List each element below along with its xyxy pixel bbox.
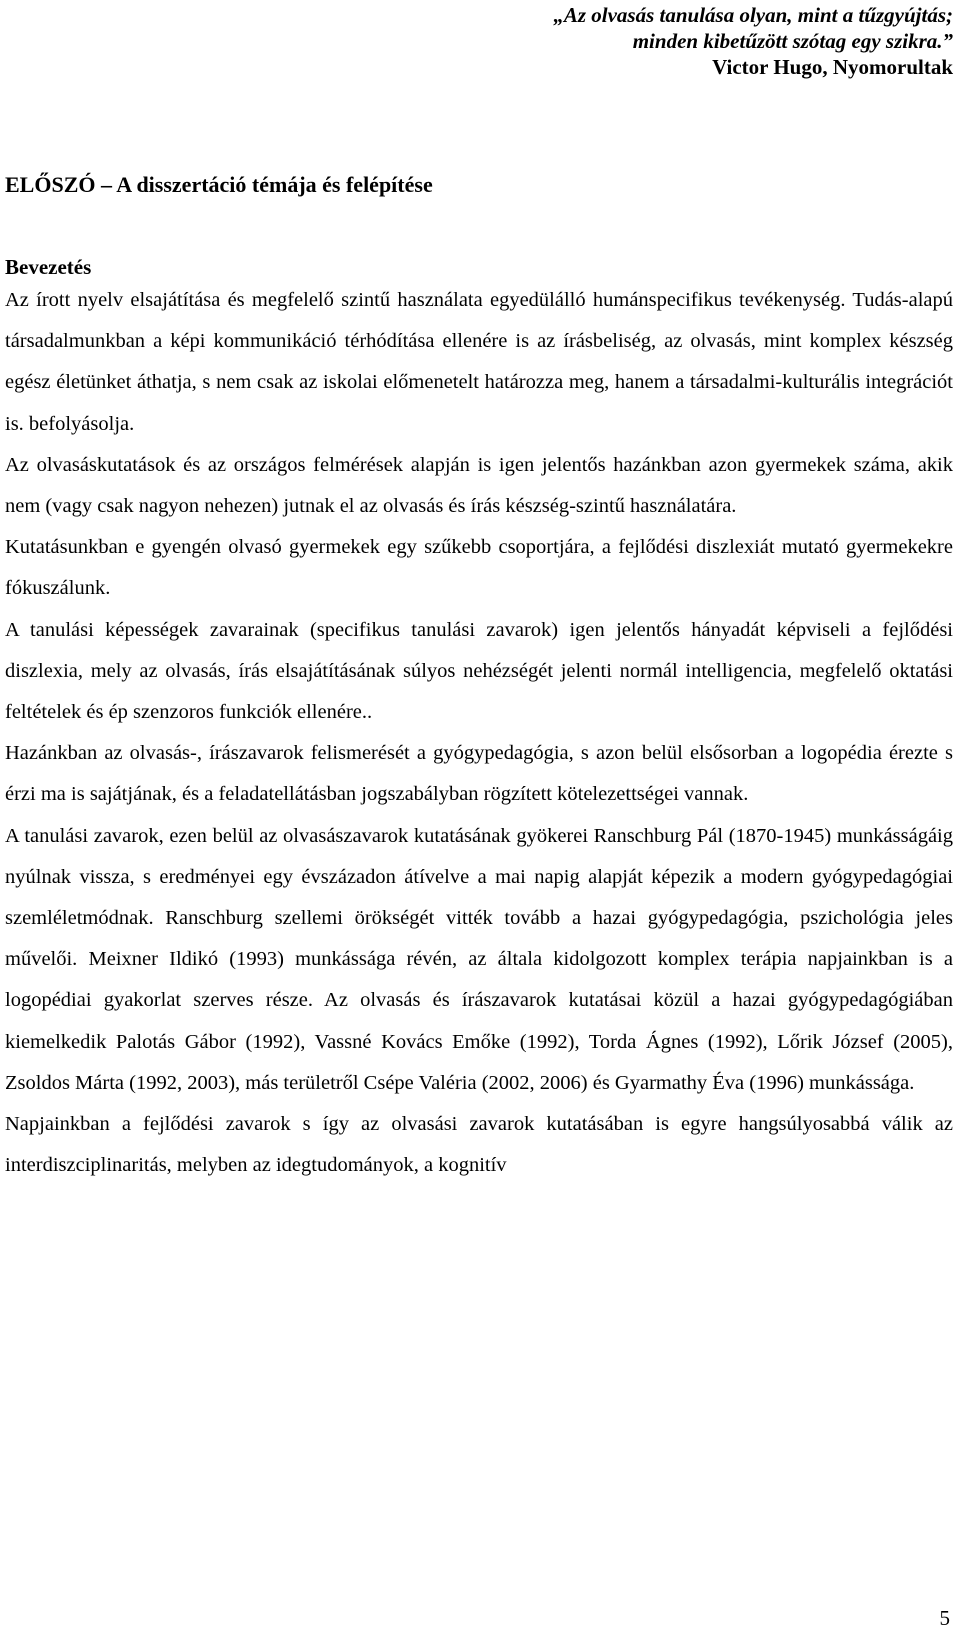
epigraph bbox=[553, 2, 953, 80]
document-page bbox=[5, 0, 953, 1640]
paragraph: A tanulási zavarok, ezen belül az olvasászavarok kutatásának gyökerei Ranschburg Pál (1870-1945) munkásságáig nyúlnak vissza, s eredményei egy évszázadon átívelve a mai napig alapját képezik a modern gyógypedagógiai szemléletmódnak. Ranschburg szellemi örökségét vitték tovább a hazai gyógypedagógia, pszichológia jeles művelői. Meixner Ildikó (1993) munkássága révén, az általa kidolgozott komplex terápia napjainkban is a logopédiai gyakorlat szerves része. Az olvasás és írászavarok kutatásai közül a hazai gyógypedagógiában kiemelkedik Palotás Gábor (1992), Vassné Kovács Emőke (1992), Torda Ágnes (1992), Lőrik József (2005), Zsoldos Márta (1992, 2003), más területről Csépe Valéria (2002, 2006) és Gyarmathy Éva (1996) munkássága. bbox=[5, 824, 953, 1094]
chapter-title: ELŐSZÓ – A disszertáció témája és felépítése bbox=[5, 172, 433, 197]
paragraph: Kutatásunkban e gyengén olvasó gyermekek egy szűkebb csoportjára, a fejlődési diszlexiát mutató gyermekekre fókuszálunk. bbox=[5, 536, 953, 600]
paragraph: Napjainkban a fejlődési zavarok s így az olvasási zavarok kutatásában is egyre hangsúlyosabbá válik az interdiszciplinaritás, melyben az idegtudományok, a kognitív bbox=[5, 1113, 953, 1177]
paragraph: Az olvasáskutatások és az országos felmérések alapján is igen jelentős hazánkban azon gyermekek száma, akik nem (vagy csak nagyon nehezen) jutnak el az olvasás és írás készség-szintű használatára. bbox=[5, 453, 953, 518]
body-text bbox=[5, 280, 953, 1186]
paragraph: A tanulási képességek zavarainak (specifikus tanulási zavarok) igen jelentős hányadát képviseli a fejlődési diszlexia, mely az olvasás, írás elsajátításának súlyos nehézségét jelenti normál intelligencia, megfelelő oktatási feltételek és ép szenzoros funkciók ellenére.. bbox=[5, 618, 953, 724]
epigraph-line-2: minden kibetűzött szótag egy szikra.” bbox=[632, 29, 953, 53]
paragraph: Hazánkban az olvasás-, írászavarok felismerését a gyógypedagógia, s azon belül elsősorban a logopédia érezte s érzi ma is sajátjának, és a feladatellátásban jogszabályban rögzített kötelezettségei vannak. bbox=[5, 742, 953, 806]
epigraph-line-1: „Az olvasás tanulása olyan, mint a tűzgyújtás; bbox=[553, 3, 953, 27]
paragraph: Az írott nyelv elsajátítása és megfelelő szintű használata egyedülálló humánspecifikus tevékenység. Tudás-alapú társadalmunkban a képi kommunikáció térhódítása ellenére is az írásbeliség, az olvasás, mint komplex készség egész életünket áthatja, s nem csak az iskolai előmenetelt határozza meg, hanem a társadalmi-kulturális integrációt is. befolyásolja. bbox=[5, 289, 953, 435]
section-title: Bevezetés bbox=[5, 255, 92, 279]
page-number: 5 bbox=[939, 1606, 950, 1630]
epigraph-attribution: Victor Hugo, Nyomorultak bbox=[712, 55, 953, 79]
